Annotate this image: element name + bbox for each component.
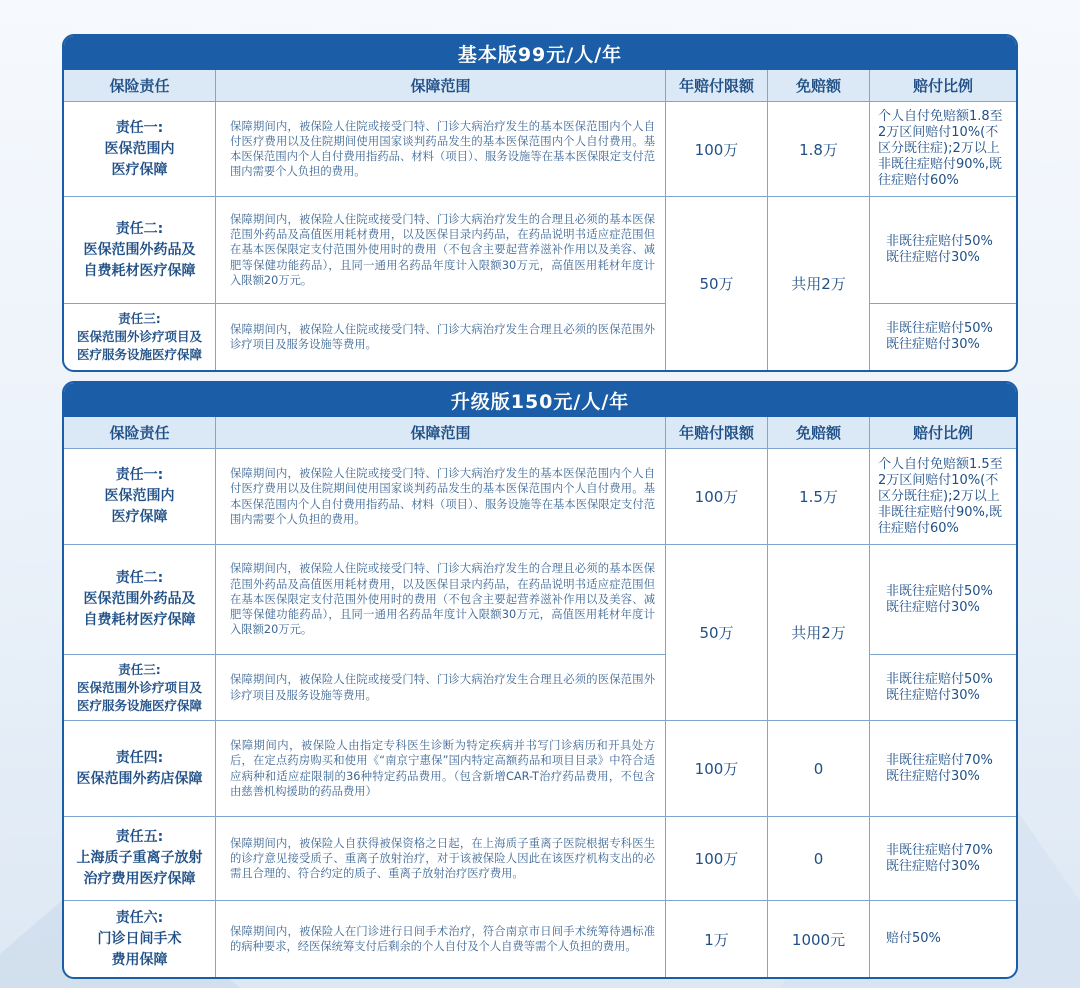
duty-1-ratio: 个人自付免赔额1.5至2万区间赔付10%(不区分既往症);2万以上非既往症赔付90%,既往症赔付60%: [870, 449, 1016, 545]
shared-limit: 50万: [666, 197, 768, 370]
duty-1-deductible: 1.8万: [768, 102, 870, 197]
header-ratio: 赔付比例: [870, 70, 1016, 102]
shared-limit: 50万: [666, 545, 768, 721]
duty-4-ratio: 非既往症赔付70% 既往症赔付30%: [870, 721, 1016, 817]
duty-1-scope: 保障期间内，被保险人住院或接受门特、门诊大病治疗发生的基本医保范围内个人自付医疗费用以及住院期间使用国家谈判药品发生的基本医保范围内个人自付费用。基本医保范围内个人自付费用指药品、材料（项目）、服务设施等在基本医保限定支付范围内需要个人负担的费用。: [216, 102, 666, 197]
header-scope: 保障范围: [216, 417, 666, 449]
duty-6-scope: 保障期间内，被保险人在门诊进行日间手术治疗，符合南京市日间手术统筹待遇标准的病种要求，经医保统筹支付后剩余的个人自付及个人自费等需个人负担的费用。: [216, 901, 666, 977]
duty-2-ratio: 非既往症赔付50% 既往症赔付30%: [870, 545, 1016, 655]
duty-3-name: 责任三: 医保范围外诊疗项目及 医疗服务设施医疗保障: [64, 655, 216, 721]
header-duty: 保险责任: [64, 417, 216, 449]
duty-3-name: 责任三: 医保范围外诊疗项目及 医疗服务设施医疗保障: [64, 304, 216, 370]
duty-6-limit: 1万: [666, 901, 768, 977]
duty-2-name: 责任二: 医保范围外药品及 自费耗材医疗保障: [64, 197, 216, 304]
shared-deductible: 共用2万: [768, 197, 870, 370]
duty-4-scope: 保障期间内，被保险人由指定专科医生诊断为特定疾病并书写门诊病历和开具处方后，在定点药房购买和使用《“南京宁惠保”国内特定高额药品和项目目录》中符合适应病种和适应症限制的36种特定药品费用。（包含新增CAR-T治疗药品费用，不包含由慈善机构援助的药品费用）: [216, 721, 666, 817]
shared-deductible: 共用2万: [768, 545, 870, 721]
duty-3-ratio: 非既往症赔付50% 既往症赔付30%: [886, 321, 993, 352]
duty-5-ratio: 非既往症赔付70% 既往症赔付30%: [870, 817, 1016, 901]
duty-4-limit: 100万: [666, 721, 768, 817]
header-duty: 保险责任: [64, 70, 216, 102]
upgrade-plan-card: [62, 381, 1018, 979]
header-limit: 年赔付限额: [666, 417, 768, 449]
header-deductible: 免赔额: [768, 417, 870, 449]
duty-2-name: 责任二: 医保范围外药品及 自费耗材医疗保障: [64, 545, 216, 655]
duty-4-deductible: 0: [768, 721, 870, 817]
duty-2-scope: 保障期间内，被保险人住院或接受门特、门诊大病治疗发生的合理且必须的基本医保范围外药品及高值医用耗材费用，以及医保目录内药品，在药品说明书适应症范围但在基本医保限定支付范围外使用时的费用（不包含主要起营养滋补作用以及美容、减肥等保健功能药品），且同一通用名药品年度计入限额30万元，高值医用耗材年度计入限额20万元。: [216, 197, 666, 304]
basic-plan-title: 基本版99元/人/年: [64, 36, 1016, 70]
duty-1-name: 责任一: 医保范围内 医疗保障: [64, 449, 216, 545]
basic-plan-table: [64, 70, 1016, 370]
duty-1-limit: 100万: [666, 102, 768, 197]
duty-3-scope: 保障期间内，被保险人住院或接受门特、门诊大病治疗发生合理且必须的医保范围外诊疗项目及服务设施等费用。: [216, 304, 666, 370]
header-deductible: 免赔额: [768, 70, 870, 102]
duty-1-scope: 保障期间内，被保险人住院或接受门特、门诊大病治疗发生的基本医保范围内个人自付医疗费用以及住院期间使用国家谈判药品发生的基本医保范围内个人自付费用。基本医保范围内个人自付费用指药品、材料（项目）、服务设施等在基本医保限定支付范围内需要个人负担的费用。: [216, 449, 666, 545]
duty-1-ratio: 个人自付免赔额1.8至2万区间赔付10%(不区分既往症);2万以上非既往症赔付90%,既往症赔付60%: [870, 102, 1016, 197]
duty-6-deductible: 1000元: [768, 901, 870, 977]
duty-5-limit: 100万: [666, 817, 768, 901]
header-scope: 保障范围: [216, 70, 666, 102]
duty-5-scope: 保障期间内，被保险人自获得被保资格之日起，在上海质子重离子医院根据专科医生的诊疗意见接受质子、重离子放射治疗，对于该被保险人因此在该医疗机构支出的必需且合理的、符合约定的质子、重离子放射治疗医疗费用。: [216, 817, 666, 901]
duty-5-deductible: 0: [768, 817, 870, 901]
basic-plan-card: [62, 34, 1018, 372]
upgrade-plan-table: [64, 417, 1016, 977]
header-limit: 年赔付限额: [666, 70, 768, 102]
duty-1-limit: 100万: [666, 449, 768, 545]
duty-1-deductible: 1.5万: [768, 449, 870, 545]
upgrade-plan-title: 升级版150元/人/年: [64, 383, 1016, 417]
duty-4-name: 责任四: 医保范围外药店保障: [64, 721, 216, 817]
duty-3-scope: 保障期间内，被保险人住院或接受门特、门诊大病治疗发生合理且必须的医保范围外诊疗项目及服务设施等费用。: [216, 655, 666, 721]
duty-3-ratio: 非既往症赔付50% 既往症赔付30%: [870, 655, 1016, 721]
duty-6-ratio: 赔付50%: [886, 931, 941, 946]
duty-2-ratio: 非既往症赔付50% 既往症赔付30%: [870, 197, 1016, 304]
duty-6-name: 责任六: 门诊日间手术 费用保障: [64, 901, 216, 977]
header-ratio: 赔付比例: [870, 417, 1016, 449]
duty-1-name: 责任一: 医保范围内 医疗保障: [64, 102, 216, 197]
duty-5-name: 责任五: 上海质子重离子放射 治疗费用医疗保障: [64, 817, 216, 901]
duty-2-scope: 保障期间内，被保险人住院或接受门特、门诊大病治疗发生的合理且必须的基本医保范围外药品及高值医用耗材费用，以及医保目录内药品，在药品说明书适应症范围但在基本医保限定支付范围外使用时的费用（不包含主要起营养滋补作用以及美容、减肥等保健功能药品），且同一通用名药品年度计入限额30万元，高值医用耗材年度计入限额20万元。: [216, 545, 666, 655]
